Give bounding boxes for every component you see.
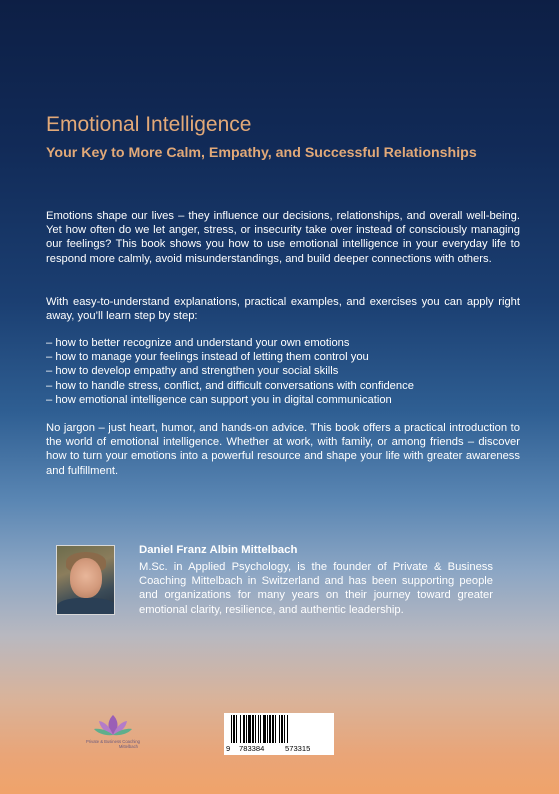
barcode-group1: 783384 — [239, 744, 265, 753]
barcode-digit-first: 9 — [226, 744, 231, 753]
coaching-logo — [80, 713, 146, 755]
author-name: Daniel Franz Albin Mittelbach — [139, 544, 298, 556]
author-face — [70, 558, 102, 598]
logo-text-line1: Private & Business Coaching — [86, 739, 140, 744]
closing-paragraph: No jargon – just heart, humor, and hands-on advice. This book offers a practical introduction to the world of emotional intelligence. Whether at work, with family, or among friends – discover how to turn your emotions into a powerful resource and shape your life with greater awareness and fulfillment. — [46, 422, 520, 477]
barcode-bars-icon — [231, 715, 327, 744]
list-item: – how to manage your feelings instead of letting them control you — [46, 351, 369, 364]
lead-paragraph: With easy-to-understand explanations, practical examples, and exercises you can apply right away, you’ll learn step by step: — [46, 296, 520, 323]
list-item: – how to better recognize and understand your own emotions — [46, 337, 350, 349]
lotus-icon — [93, 713, 133, 739]
barcode-group2: 573315 — [285, 744, 311, 753]
book-subtitle: Your Key to More Calm, Empathy, and Successful Relationships — [46, 145, 477, 161]
benefits-list — [46, 336, 520, 407]
list-item: – how to handle stress, conflict, and difficult conversations with confidence — [46, 379, 414, 392]
isbn-barcode — [224, 713, 334, 755]
author-shirt — [57, 598, 115, 615]
list-item: – how to develop empathy and strengthen your social skills — [46, 365, 339, 378]
book-title: Emotional Intelligence — [46, 113, 252, 136]
intro-paragraph: Emotions shape our lives – they influence our decisions, relationships, and overall well-being. Yet how often do we let anger, stress, or insecurity take over instead of consciously managing our feelings? This book shows you how to use emotional intelligence in your everyday life to respond more calmly, avoid misunderstandings, and build deeper connections with others. — [46, 210, 520, 265]
list-item: – how emotional intelligence can support you in digital communication — [46, 393, 392, 406]
author-bio: M.Sc. in Applied Psychology, is the founder of Private & Business Coaching Mittelbach in Switzerland and has been supporting people and organizations for many years on their journey toward greater emotional clarity, resilience, and authentic leadership. — [139, 561, 493, 616]
logo-text-line2: Mittelbach — [118, 744, 138, 749]
author-photo — [56, 545, 115, 615]
